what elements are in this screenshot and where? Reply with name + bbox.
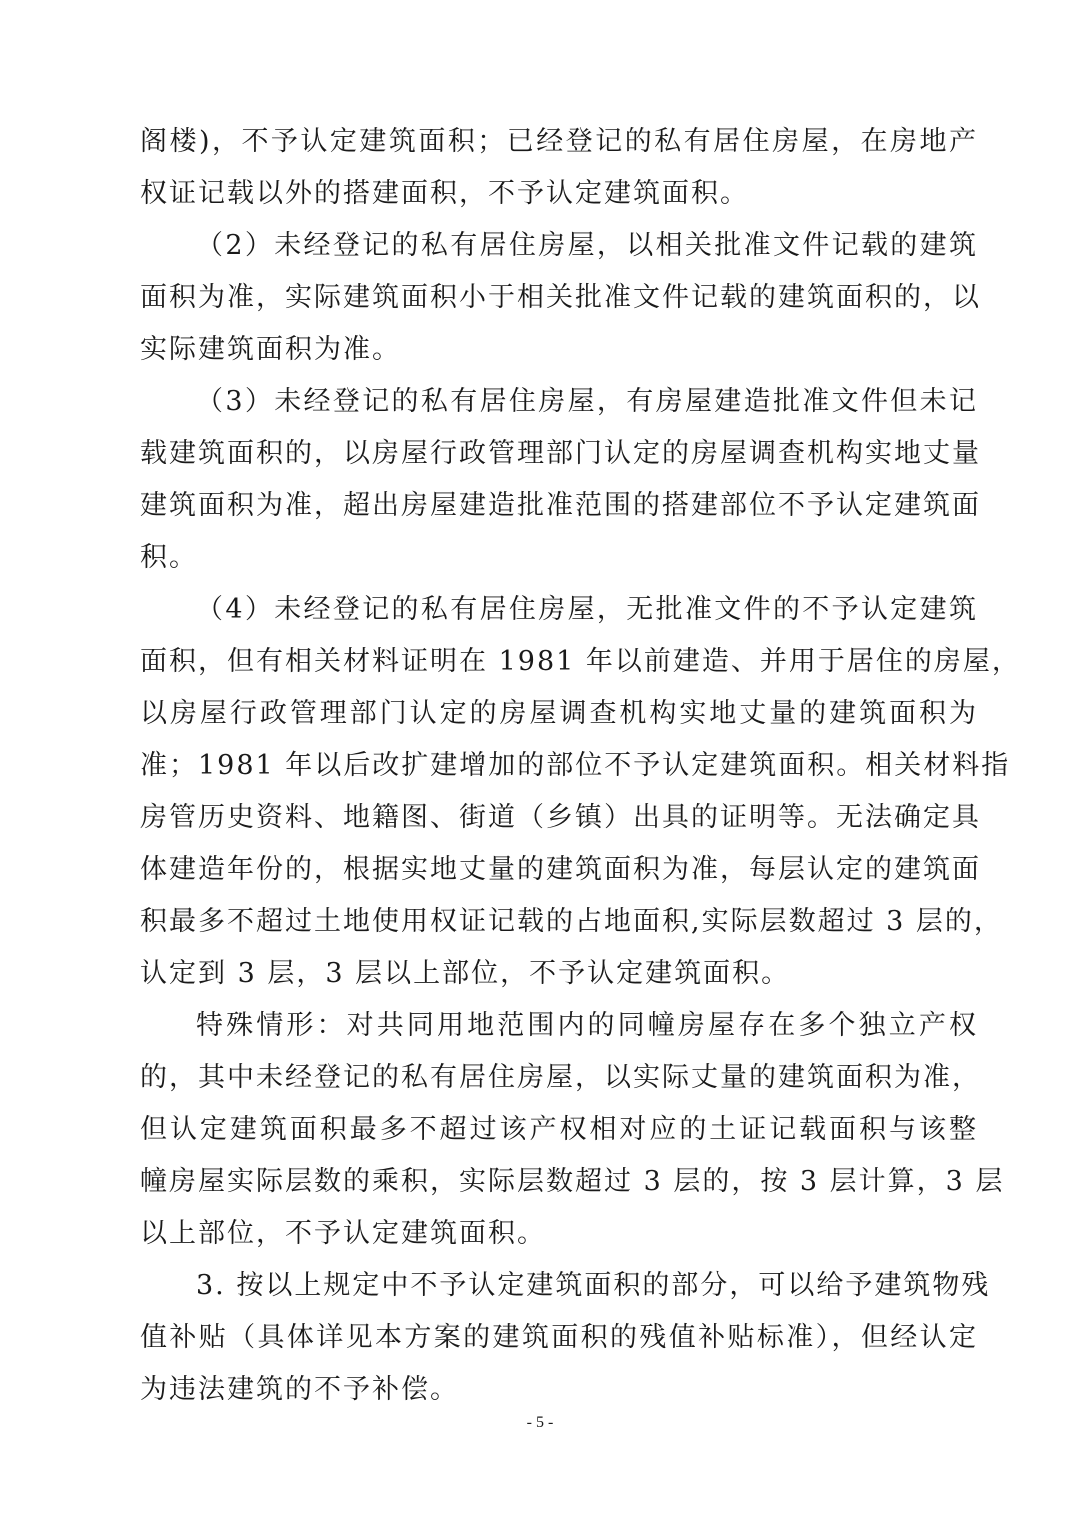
page-number: - 5 - [526,1414,554,1431]
text-line: 认定到 3 层，3 层以上部位，不予认定建筑面积。 [140,958,791,989]
paragraph-continuation [140,116,978,220]
text-line: 体建造年份的，根据实地丈量的建筑面积为准，每层认定的建筑面 [140,854,981,885]
text-line: 值补贴（具体详见本方案的建筑面积的残值补贴标准），但经认定 [140,1322,978,1353]
paragraph-item-2 [140,220,981,376]
text-line: （4）未经登记的私有居住房屋，无批准文件的不予认定建筑 [196,594,978,625]
text-line: 阁楼)，不予认定建筑面积；已经登记的私有居住房屋，在房地产 [140,126,978,157]
text-line: 面积为准，实际建筑面积小于相关批准文件记载的建筑面积的，以 [140,282,981,313]
text-line: 以房屋行政管理部门认定的房屋调查机构实地丈量的建筑面积为 [140,698,978,729]
paragraph-item-3 [140,376,981,584]
paragraph-item-3-residual [140,1260,991,1416]
text-line: 的，其中未经登记的私有居住房屋，以实际丈量的建筑面积为准， [140,1062,981,1093]
text-line: 面积，但有相关材料证明在 1981 年以前建造、并用于居住的房屋， [140,646,1021,677]
text-line: （3）未经登记的私有居住房屋，有房屋建造批准文件但未记 [196,386,978,417]
text-line: 实际建筑面积为准。 [140,334,401,365]
text-line: 3. 按以上规定中不予认定建筑面积的部分，可以给予建筑物残 [196,1270,991,1301]
paragraph-special-case [140,1000,1005,1260]
text-line: （2）未经登记的私有居住房屋，以相关批准文件记载的建筑 [196,230,978,261]
text-line: 准；1981 年以后改扩建增加的部位不予认定建筑面积。相关材料指 [140,750,1011,781]
paragraph-item-4 [140,584,1021,1000]
text-line: 积。 [140,542,198,573]
text-line: 幢房屋实际层数的乘积，实际层数超过 3 层的，按 3 层计算，3 层 [140,1166,1005,1197]
text-line: 积最多不超过土地使用权证记载的占地面积,实际层数超过 3 层的， [140,906,1003,937]
text-line: 为违法建筑的不予补偿。 [140,1374,459,1405]
text-line: 权证记载以外的搭建面积，不予认定建筑面积。 [140,178,749,209]
document-body [140,116,1021,1416]
text-line: 特殊情形：对共同用地范围内的同幢房屋存在多个独立产权 [196,1010,978,1041]
text-line: 房管历史资料、地籍图、街道（乡镇）出具的证明等。无法确定具 [140,802,981,833]
text-line: 建筑面积为准，超出房屋建造批准范围的搭建部位不予认定建筑面 [140,490,981,521]
text-line: 但认定建筑面积最多不超过该产权相对应的土证记载面积与该整 [140,1114,978,1145]
text-line: 以上部位，不予认定建筑面积。 [140,1218,546,1249]
text-line: 载建筑面积的，以房屋行政管理部门认定的房屋调查机构实地丈量 [140,438,981,469]
